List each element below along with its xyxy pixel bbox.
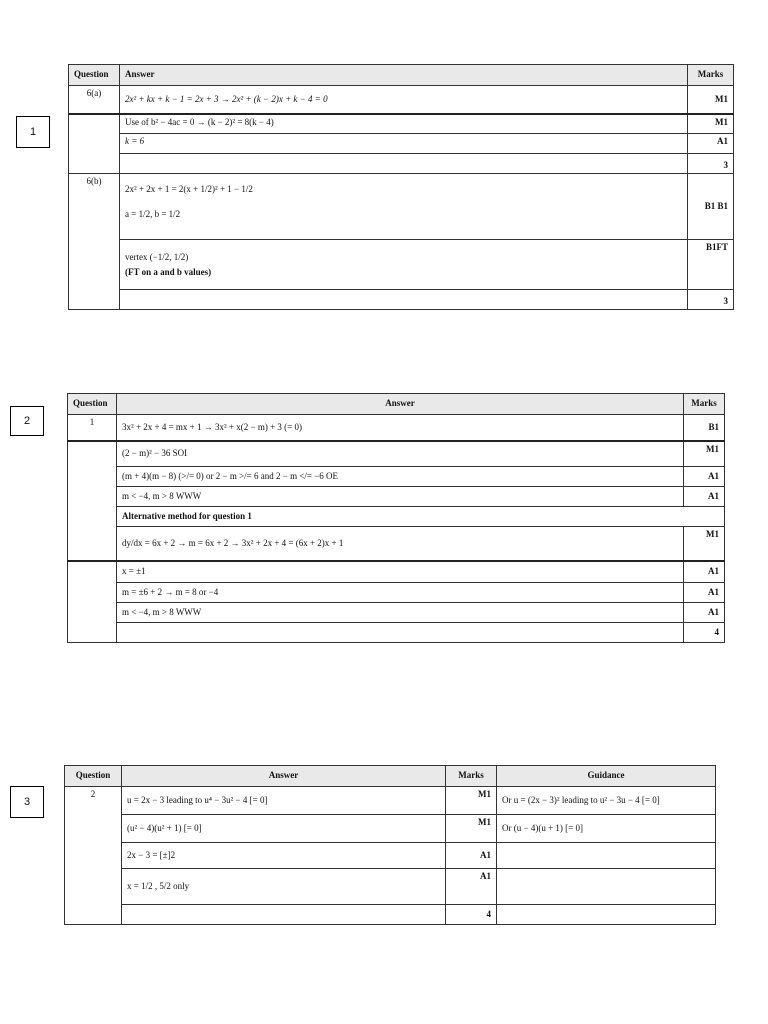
- header-answer: Answer: [122, 766, 446, 787]
- marks-cell: M1: [684, 441, 725, 467]
- question-number-6b: 6(b): [69, 174, 120, 240]
- answer-text: 2x² + kx + k − 1 = 2x + 3 → 2x² + (k − 2)x + k − 4 = 0: [125, 93, 328, 104]
- question-blank: [65, 843, 122, 869]
- total-marks-cell: 4: [446, 905, 497, 925]
- answer-cell: [117, 623, 684, 643]
- header-answer: Answer: [117, 394, 684, 415]
- question-blank: [69, 134, 120, 154]
- header-marks: Marks: [688, 65, 734, 86]
- question-blank: [65, 869, 122, 905]
- question-blank: [68, 527, 117, 561]
- question-number-6a: 6(a): [69, 86, 120, 114]
- question-blank: [68, 561, 117, 583]
- guidance-cell: [497, 869, 716, 905]
- alternative-method-heading: Alternative method for question 1: [117, 507, 725, 527]
- answer-line-1: vertex (−1/2, 1/2): [125, 252, 189, 262]
- answer-cell: (m + 4)(m − 8) (>/= 0) or 2 − m >/= 6 and 2 − m </= −6 OE: [117, 467, 684, 487]
- question-blank: [69, 154, 120, 174]
- marks-cell: A1: [446, 869, 497, 905]
- answer-cell: [120, 86, 688, 114]
- header-answer: Answer: [120, 65, 688, 86]
- marks-cell: A1: [684, 583, 725, 603]
- answer-cell: [120, 290, 688, 310]
- header-guidance: Guidance: [497, 766, 716, 787]
- marks-cell: B1: [684, 415, 725, 441]
- answer-line-1: 2x² + 2x + 1 = 2(x + 1/2)² + 1 − 1/2: [125, 184, 253, 194]
- marks-cell: A1: [684, 603, 725, 623]
- total-marks-cell: 3: [688, 154, 734, 174]
- answer-line-2: a = 1/2, b = 1/2: [125, 209, 181, 220]
- question-box-2: 2: [10, 406, 44, 436]
- header-marks: Marks: [684, 394, 725, 415]
- header-question: Question: [68, 394, 117, 415]
- mark-scheme-table-1: [68, 64, 734, 310]
- answer-cell: m < −4, m > 8 WWW: [117, 603, 684, 623]
- question-number-1: 1: [68, 415, 117, 441]
- answer-cell: x = 1/2 , 5/2 only: [122, 869, 446, 905]
- mark-scheme-table-2: [67, 393, 725, 643]
- marks-cell: A1: [684, 561, 725, 583]
- guidance-cell: [497, 905, 716, 925]
- marks-cell: B1FT: [688, 240, 734, 290]
- question-blank: [68, 467, 117, 487]
- answer-line-2: (FT on a and b values): [125, 267, 212, 278]
- answer-cell: dy/dx = 6x + 2 → m = 6x + 2 → 3x² + 2x + 4 = (6x + 2)x + 1: [117, 527, 684, 561]
- answer-cell: [120, 174, 688, 240]
- question-blank: [69, 290, 120, 310]
- answer-cell: [122, 905, 446, 925]
- marks-cell: A1: [684, 487, 725, 507]
- marks-cell: A1: [446, 843, 497, 869]
- question-blank: [69, 114, 120, 134]
- answer-cell: 3x² + 2x + 4 = mx + 1 → 3x² + x(2 − m) + 3 (= 0): [117, 415, 684, 441]
- guidance-cell: [497, 843, 716, 869]
- question-blank: [68, 441, 117, 467]
- total-marks-cell: 3: [688, 290, 734, 310]
- answer-cell: (u² − 4)(u² + 1) [= 0]: [122, 815, 446, 843]
- answer-cell: m = ±6 + 2 → m = 8 or −4: [117, 583, 684, 603]
- question-blank: [65, 905, 122, 925]
- answer-cell: [120, 240, 688, 290]
- question-box-1: 1: [16, 116, 50, 148]
- guidance-cell: Or (u − 4)(u + 1) [= 0]: [497, 815, 716, 843]
- header-question: Question: [69, 65, 120, 86]
- question-blank: [68, 623, 117, 643]
- mark-scheme-table-3: [64, 765, 716, 925]
- marks-cell: M1: [446, 787, 497, 815]
- answer-cell: Use of b² − 4ac = 0 → (k − 2)² = 8(k − 4): [120, 114, 688, 134]
- header-marks: Marks: [446, 766, 497, 787]
- question-blank: [69, 240, 120, 290]
- question-number-2: 2: [65, 787, 122, 815]
- question-box-3: 3: [10, 786, 44, 818]
- marks-cell: M1: [684, 527, 725, 561]
- question-blank: [65, 815, 122, 843]
- guidance-cell: Or u = (2x − 3)² leading to u² − 3u − 4 [= 0]: [497, 787, 716, 815]
- answer-cell: [120, 154, 688, 174]
- marks-cell: M1: [688, 86, 734, 114]
- marks-cell: B1 B1: [688, 174, 734, 240]
- answer-cell: u = 2x − 3 leading to u⁴ − 3u² − 4 [= 0]: [122, 787, 446, 815]
- total-marks-cell: 4: [684, 623, 725, 643]
- marks-cell: A1: [684, 467, 725, 487]
- answer-cell: (2 − m)² − 36 SOI: [117, 441, 684, 467]
- answer-cell: k = 6: [120, 134, 688, 154]
- question-blank: [68, 507, 117, 527]
- marks-cell: M1: [688, 114, 734, 134]
- marks-cell: M1: [446, 815, 497, 843]
- answer-cell: 2x − 3 = [±]2: [122, 843, 446, 869]
- answer-cell: x = ±1: [117, 561, 684, 583]
- question-blank: [68, 603, 117, 623]
- question-blank: [68, 487, 117, 507]
- marks-cell: A1: [688, 134, 734, 154]
- answer-cell: m < −4, m > 8 WWW: [117, 487, 684, 507]
- question-blank: [68, 583, 117, 603]
- header-question: Question: [65, 766, 122, 787]
